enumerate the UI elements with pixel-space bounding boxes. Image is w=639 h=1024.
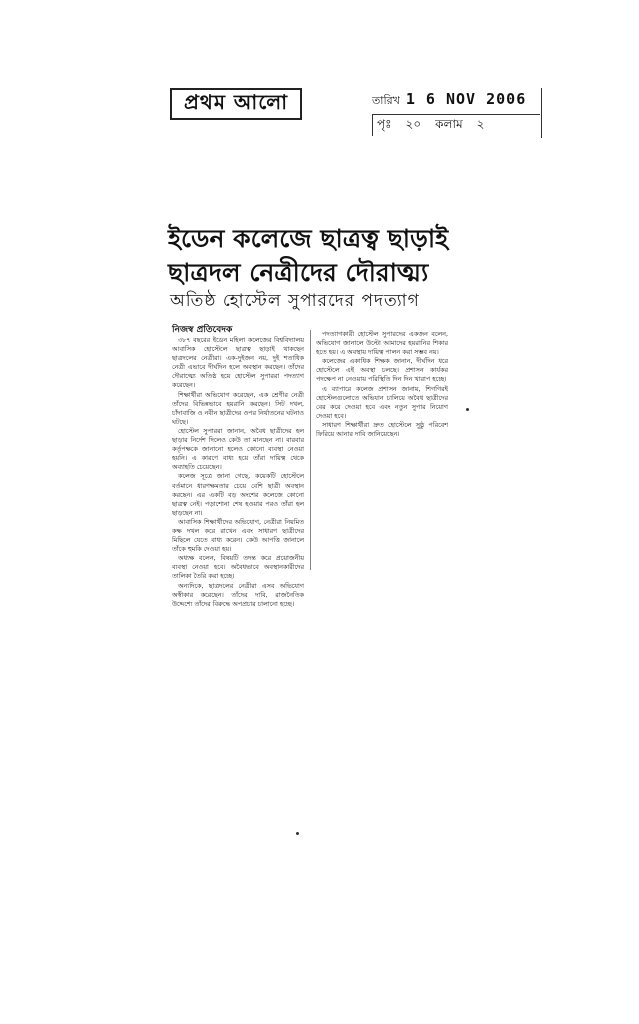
scan-speck	[466, 408, 469, 411]
article-paragraph: অধ্যক্ষ বলেন, বিষয়টি তদন্ত করে প্রয়োজনীয় ব্যবস্থা নেওয়া হবে। অবৈধভাবে অবস্থানকারীদের তালিকা তৈরি করা হচ্ছে।	[172, 554, 304, 581]
article-paragraph: আবাসিক শিক্ষার্থীদের অভিযোগ, নেত্রীরা নিয়মিত কক্ষ দখল করে রাখেন এবং সাধারণ ছাত্রীদের মিছিলে যেতে বাধ্য করেন। কেউ আপত্তি জানালে তাঁকে হুমকি দেওয়া হয়।	[172, 517, 304, 554]
article-paragraph: শিক্ষার্থীরা অভিযোগ করেছেন, এক শ্রেণীর নেত্রী তাঁদের বিভিন্নভাবে হয়রানি করছেন। সিট দখল, চাঁদাবাজি ও নবীন ছাত্রীদের ওপর নির্যাতনের ঘটনাও ঘটছে।	[172, 390, 304, 426]
stamp-date-row	[372, 90, 526, 111]
article-paragraph: পদত্যাগকারী হোস্টেল সুপারদের একজন বলেন, অভিযোগ জানালে উল্টো আমাদের হয়রানির শিকার হতে হয়। এ অবস্থায় দায়িত্ব পালন করা সম্ভব নয়।	[316, 330, 448, 357]
stamp-column-label: কলাম	[435, 116, 463, 131]
stamp-date: 1 6 NOV 2006	[405, 90, 527, 108]
headline-line-1: ইডেন কলেজে ছাত্রত্ব ছাড়াই	[168, 224, 449, 253]
article-paragraph: কলেজ সূত্রে জানা গেছে, কয়েকটি হোস্টেলে বর্তমানে ধারণক্ষমতার চেয়ে বেশি ছাত্রী অবস্থান করছেন। এর একটি বড় অংশের কলেজে কোনো ছাত্রত্ব নেই। পড়াশোনা শেষ হওয়ার পরও তাঁরা হল ছাড়ছেন না।	[172, 472, 304, 517]
column-divider	[310, 330, 311, 570]
subheadline: অতিষ্ঠ হোস্টেল সুপারদের পদত্যাগ	[170, 291, 420, 311]
article-paragraph: সাধারণ শিক্ষার্থীরা দ্রুত হোস্টেলে সুষ্ঠু পরিবেশ ফিরিয়ে আনার দাবি জানিয়েছেন।	[316, 420, 448, 439]
stamp-page-number: ২০	[405, 116, 422, 131]
stamp-page-row	[372, 114, 540, 136]
headline	[168, 222, 468, 290]
date-stamp	[372, 88, 542, 138]
stamp-column-number: ২	[476, 116, 485, 131]
article-paragraph: হোস্টেল সুপাররা জানান, অবৈধ ছাত্রীদের হল ছাড়ার নির্দেশ দিলেও কেউ তা মানছেন না। বারবার কর্তৃপক্ষকে জানানো হলেও কোনো ব্যবস্থা নেওয়া হয়নি। এ কারণে বাধ্য হয়ে তাঁরা দায়িত্ব থেকে অব্যাহতি চেয়েছেন।	[172, 426, 304, 472]
stamp-date-label: তারিখ	[372, 94, 400, 107]
newspaper-masthead	[170, 88, 302, 120]
stamp-page-label: পৃঃ	[377, 116, 392, 131]
scan-speck	[296, 832, 299, 835]
article-column-right	[316, 330, 448, 568]
article-column-left	[172, 336, 304, 832]
article-paragraph: এ ব্যাপারে কলেজ প্রশাসন জানায়, শিগগিরই হোস্টেলগুলোতে অভিযান চালিয়ে অবৈধ ছাত্রীদের বের করে দেওয়া হবে এবং নতুন সুপার নিয়োগ দেওয়া হবে।	[316, 384, 448, 420]
article-paragraph: কলেজের একাধিক শিক্ষক জানান, দীর্ঘদিন ধরে হোস্টেলে এই অবস্থা চলছে। প্রশাসন কার্যকর পদক্ষেপ না নেওয়ায় পরিস্থিতি দিন দিন খারাপ হচ্ছে।	[316, 357, 448, 384]
headline-line-2: ছাত্রদল নেত্রীদের দৌরাত্ম্য	[168, 258, 429, 287]
byline: নিজস্ব প্রতিবেদক	[172, 325, 233, 335]
newspaper-name: প্রথম আলো	[183, 89, 289, 114]
article-paragraph: ৩৮৭ বছরের ইডেন মহিলা কলেজের বিশ্ববিদ্যালয় আবাসিক হোস্টেলে ছাত্রত্ব ছাড়াই থাকছেন ছাত্রদলের নেত্রীরা। এক-দুইজন নয়, দুই শতাধিক নেত্রী এভাবে দীর্ঘদিন হলে অবস্থান করছেন। তাঁদের দৌরাত্ম্যে অতিষ্ঠ হয়ে হোস্টেল সুপাররা পদত্যাগ করেছেন।	[172, 336, 304, 390]
article-paragraph: অন্যদিকে, ছাত্রদলের নেত্রীরা এসব অভিযোগ অস্বীকার করেছেন। তাঁদের দাবি, রাজনৈতিক উদ্দেশ্যে তাঁদের বিরুদ্ধে অপপ্রচার চালানো হচ্ছে।	[172, 581, 304, 608]
